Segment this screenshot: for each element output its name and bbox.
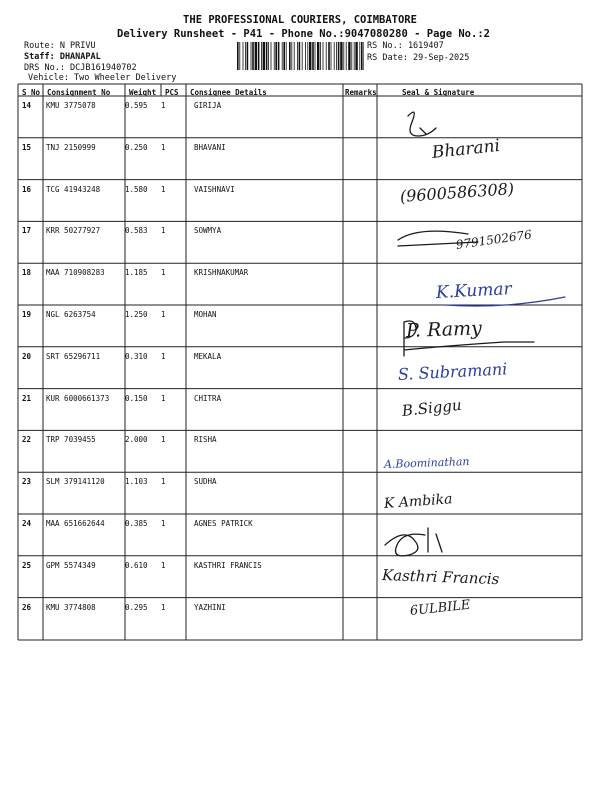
vehicle-label: Vehicle: Two Wheeler Delivery — [28, 73, 177, 83]
drs-number: DRS No.: DCJB161940702 — [24, 63, 137, 73]
rs-number: RS No.: 1619407 — [367, 41, 444, 51]
cell-consignee: VAISHNAVI — [194, 184, 235, 194]
cell-pcs: 1 — [161, 560, 166, 570]
cell-pcs: 1 — [161, 310, 166, 319]
cell-consignment: KMU 3774808 — [46, 602, 96, 612]
cell-pcs: 1 — [161, 393, 166, 403]
cell-pcs: 1 — [161, 226, 166, 236]
cell-consignment: SRT 65296711 — [46, 351, 101, 361]
rs-date: RS Date: 29-Sep-2025 — [367, 53, 470, 63]
cell-consignment: TRP 7039455 — [46, 435, 96, 445]
cell-consignment: TCG 41943248 — [46, 184, 101, 194]
col-header-sno: S No — [22, 88, 41, 97]
cell-pcs: 1 — [161, 184, 166, 194]
cell-sno: 22 — [22, 435, 32, 445]
cell-weight: 1.185 — [125, 268, 148, 278]
signature-19: P. Ramy — [405, 317, 483, 342]
cell-weight: 0.385 — [125, 519, 148, 528]
signature-16: (9600586308) — [399, 179, 515, 206]
cell-sno: 25 — [22, 560, 32, 570]
signature-22: A.Boominathan — [383, 455, 470, 471]
cell-sno: 14 — [22, 101, 32, 110]
cell-consignee: KASTHRI FRANCIS — [194, 560, 262, 570]
col-header-weight: Weight — [129, 88, 157, 97]
cell-sno: 21 — [22, 393, 32, 403]
cell-consignment: TNJ 2150999 — [46, 142, 96, 152]
cell-consignment: MAA 651662644 — [46, 519, 105, 528]
cell-sno: 26 — [22, 602, 32, 612]
cell-consignment: KRR 50277927 — [46, 226, 101, 236]
cell-consignee: SUDHA — [194, 477, 217, 487]
cell-weight: 0.595 — [125, 101, 148, 110]
cell-pcs: 1 — [161, 101, 166, 110]
cell-sno: 16 — [22, 184, 32, 194]
company-title: THE PROFESSIONAL COURIERS, COIMBATORE — [183, 14, 417, 26]
cell-pcs: 1 — [161, 602, 166, 612]
cell-sno: 17 — [22, 226, 32, 236]
cell-weight: 1.103 — [125, 477, 148, 487]
cell-consignee: MOHAN — [194, 310, 217, 319]
cell-pcs: 1 — [161, 351, 166, 361]
cell-sno: 18 — [22, 268, 32, 278]
cell-consignment: NGL 6263754 — [46, 310, 96, 319]
cell-consignee: RISHA — [194, 435, 217, 445]
col-header-seal: Seal & Signature — [402, 88, 475, 97]
cell-consignee: SOWMYA — [194, 226, 222, 236]
cell-consignment: KMU 3775078 — [46, 101, 96, 110]
cell-sno: 23 — [22, 477, 32, 487]
cell-weight: 0.310 — [125, 351, 148, 361]
cell-consignment: KUR 6000661373 — [46, 393, 110, 403]
cell-consignment: MAA 710908283 — [46, 268, 105, 278]
col-header-remarks: Remarks — [345, 88, 377, 97]
cell-consignee: MEKALA — [194, 351, 222, 361]
signature-25: Kasthri Francis — [381, 566, 500, 589]
cell-weight: 0.250 — [125, 142, 148, 152]
cell-weight: 1.580 — [125, 184, 148, 194]
cell-consignment: GPM 5574349 — [46, 560, 96, 570]
signature-mark-24 — [385, 528, 442, 556]
col-header-pcs: PCS — [165, 88, 179, 97]
cell-consignee: KRISHNAKUMAR — [194, 268, 249, 278]
staff-label: Staff: DHANAPAL — [24, 52, 101, 62]
signature-20: S. Subramani — [397, 359, 508, 384]
signature-17: 9791502676 — [455, 227, 533, 252]
cell-pcs: 1 — [161, 477, 166, 487]
signature-21: B.Siggu — [401, 395, 463, 420]
cell-pcs: 1 — [161, 142, 166, 152]
cell-weight: 0.150 — [125, 393, 148, 403]
cell-consignee: AGNES PATRICK — [194, 519, 253, 528]
cell-sno: 20 — [22, 351, 32, 361]
cell-consignee: BHAVANI — [194, 142, 226, 152]
runsheet-subtitle: Delivery Runsheet - P41 - Phone No.:9047080280 - Page No.:2 — [117, 28, 490, 40]
cell-sno: 15 — [22, 142, 32, 152]
cell-weight: 0.610 — [125, 560, 148, 570]
cell-pcs: 1 — [161, 268, 166, 278]
signature-26: 6ULBILE — [409, 597, 472, 619]
cell-weight: 2.000 — [125, 435, 148, 445]
cell-weight: 0.583 — [125, 226, 148, 236]
cell-consignee: YAZHINI — [194, 602, 226, 612]
cell-weight: 0.295 — [125, 602, 148, 612]
route-label: Route: N PRIVU — [24, 41, 96, 51]
cell-sno: 24 — [22, 519, 32, 528]
signature-23: K Ambika — [383, 491, 453, 512]
cell-consignee: CHITRA — [194, 393, 222, 403]
cell-sno: 19 — [22, 310, 32, 319]
signature-mark-14 — [408, 112, 436, 136]
signature-18: K.Kumar — [435, 279, 513, 303]
cell-weight: 1.250 — [125, 310, 148, 319]
col-header-consignee: Consignee Details — [190, 88, 267, 97]
cell-pcs: 1 — [161, 435, 166, 445]
cell-consignee: GIRIJA — [194, 101, 222, 110]
cell-consignment: SLM 379141120 — [46, 477, 105, 487]
cell-pcs: 1 — [161, 519, 166, 528]
signature-15: Bharani — [430, 135, 501, 163]
col-header-consignment: Consignment No — [47, 88, 111, 97]
